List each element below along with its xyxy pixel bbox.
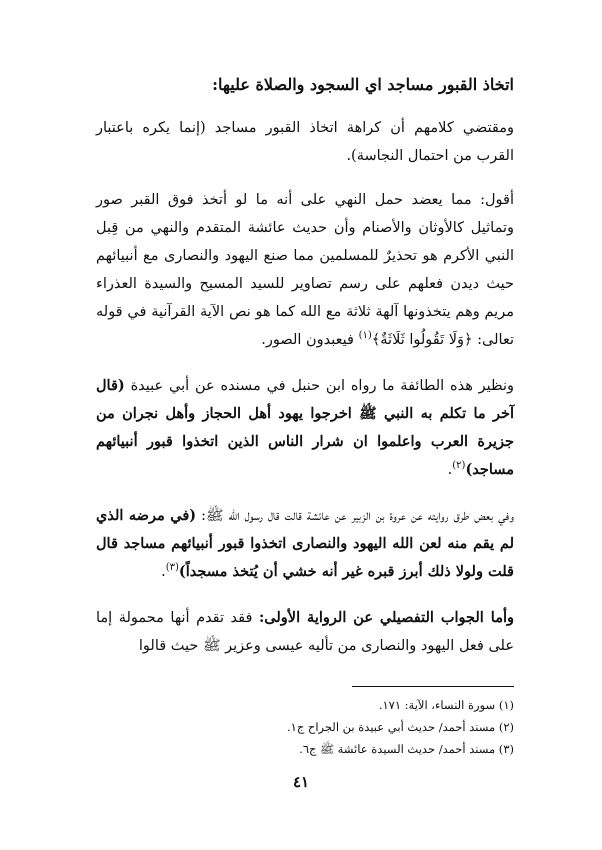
paragraph-2 xyxy=(96,186,514,354)
footnote-ref-1[interactable]: (١) xyxy=(358,330,372,342)
footnote-1: (١) سورة النساء، الآية: ١٧١. xyxy=(378,698,514,712)
paragraph-4 xyxy=(96,502,514,586)
paragraph-3-tail: . xyxy=(447,462,453,478)
footnotes xyxy=(96,694,514,760)
body-text xyxy=(96,72,514,678)
paragraph-5-lead: وأما الجواب التفصيلي عن الرواية الأولى: xyxy=(258,609,514,626)
paragraph-5-rest: فقد تقدم أنها محمولة إما على فعل اليهود والنصارى من تأليه عيسى وعزير ﷺ حيث قالوا xyxy=(96,610,514,654)
footnote-ref-2[interactable]: (٢) xyxy=(452,460,466,472)
paragraph-4-quote: (في مرضه الذي لم يقم منه لعن الله اليهود والنصارى اتخذوا قبور أنبيائهم مساجد قال قلت ولولا ذلك أبرز قبره غير أنه خشي أن يُتخذ مسجداً) xyxy=(96,507,514,580)
footnote-ref-3[interactable]: (٣) xyxy=(165,562,179,574)
paragraph-5 xyxy=(96,604,514,660)
paragraph-2-tail: فيعبدون الصور. xyxy=(261,332,359,348)
paragraph-4-tail: . xyxy=(161,564,166,580)
footnote-3: (٣) مسند أحمد/ حديث السيدة عائشة ﷺ ج٦. xyxy=(299,742,514,756)
page-number: ٤١ xyxy=(292,773,310,791)
paragraph-1: ومقتضي كلامهم أن كراهة اتخاذ القبور مساجد (إنما يكره باعتبار القرب من احتمال النجاسة). xyxy=(96,120,514,164)
paragraph-3 xyxy=(96,372,514,484)
footnote-2: (٢) مسند أحمد/ حديث أبي عبيدة بن الجراح ج١. xyxy=(287,720,514,734)
section-heading: اتخاذ القبور مساجد اي السجود والصلاة عليها: xyxy=(212,75,514,94)
paragraph-2-text: أقول: مما يعضد حمل النهي على أنه ما لو أتخذ فوق القبر صور وتماثيل كالأوثان والأصنام وأن حديث عائشة المتقدم والنهي من قِبل النبي الأكرم هو تحذيرٌ للمسلمين مما صنع اليهود والنصارى مع أنبيائهم حيث ديدن فعلهم على رسم تصاوير للسيد المسيح والسيدة العذراء مريم وهم يتخذونها آلهة ثلاثة مع الله كما هو نص الآية القرآنية في قوله تعالى: ﴿وَلَا تَقُولُوا ثَلَاثَةٌ﴾ xyxy=(96,192,514,348)
paragraph-3-intro: ونظير هذه الطائفة ما رواه ابن حنبل في مسنده عن أبي عبيدة xyxy=(124,378,514,394)
paragraph-3-quote: (قال آخر ما تكلم به النبي ﷺ اخرجوا يهود أهل الحجاز وأهل نجران من جزيرة العرب واعلموا ان شرار الناس الذين اتخذوا قبور أنبيائهم مساجد) xyxy=(96,377,514,478)
footnote-divider xyxy=(352,686,514,687)
paragraph-4-intro: وفي بعض طرق روايته عن عروة بن الزبير عن عائشة قالت قال رسول الله ﷺ: xyxy=(196,508,515,524)
